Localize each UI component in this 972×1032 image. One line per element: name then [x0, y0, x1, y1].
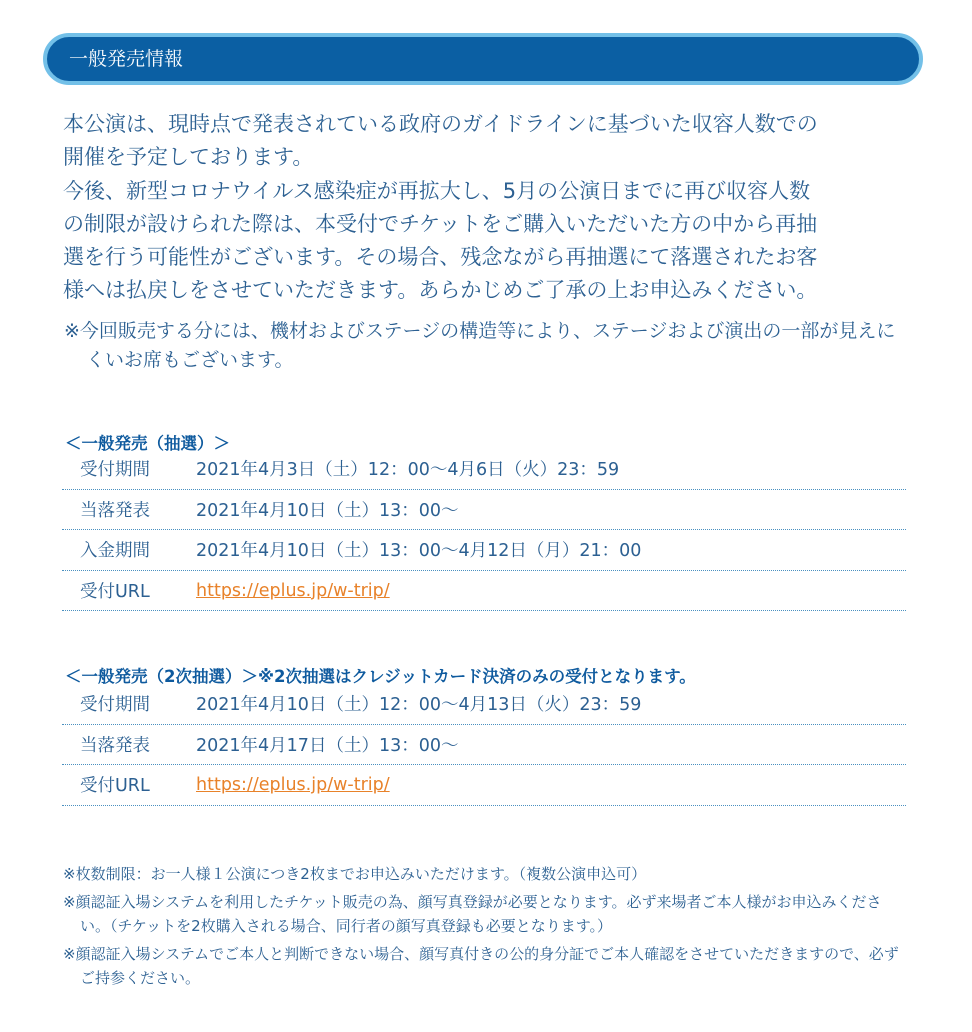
row-label: 当落発表 — [80, 735, 150, 756]
table-row — [62, 490, 906, 531]
row-value: 2021年4月17日（土）13：00〜 — [196, 735, 459, 756]
intro-line: 本公演は、現時点で発表されている政府のガイドラインに基づいた収容人数での — [63, 112, 818, 136]
table-row — [62, 684, 906, 725]
second-lottery-heading: ＜一般発売（2次抽選）＞※2次抽選はクレジットカード決済のみの受付となります。 — [65, 667, 696, 686]
lottery-url-link[interactable]: https://eplus.jp/w-trip/ — [196, 580, 390, 601]
intro-line: 今後、新型コロナウイルス感染症が再拡大し、5月の公演日までに再び収容人数 — [63, 178, 811, 203]
lottery-heading: ＜一般発売（抽選）＞ — [65, 434, 230, 453]
footnote-ticket-limit: ※枚数制限：お一人様１公演につき2枚までお申込みいただけます。（複数公演申込可） — [63, 865, 647, 883]
second-lottery-schedule-table — [62, 684, 906, 806]
footnote-face-registration: ※顔認証入場システムを利用したチケット販売の為、顔写真登録が必要となります。必ず来場者ご本人様がお申込みください。（チケットを2枚購入される場合、同行者の顔写真登録も必要となります。） — [63, 893, 882, 935]
row-value: 2021年4月10日（土）13：00〜4月12日（月）21：00 — [196, 541, 642, 562]
row-label: 受付URL — [80, 582, 150, 603]
row-label: 受付URL — [80, 776, 150, 797]
row-label: 当落発表 — [80, 500, 150, 521]
section-title: 一般発売情報 — [69, 48, 184, 70]
footnote-id-check: ※顔認証入場システムでご本人と判断できない場合、顔写真付きの公的身分証でご本人確認をさせていただきますので、必ずご持参ください。 — [63, 945, 899, 987]
row-label: 受付期間 — [80, 695, 150, 716]
intro-text — [63, 108, 913, 308]
intro-line: の制限が設けられた際は、本受付でチケットをご購入いただいた方の中から再抽 — [63, 211, 818, 236]
table-row — [62, 765, 906, 806]
intro-line: 選を行う可能性がございます。その場合、残念ながら再抽選にて落選されたお客 — [63, 245, 818, 270]
row-label: 入金期間 — [80, 541, 150, 562]
intro-line: 開催を予定しております。 — [63, 145, 314, 170]
seating-note: ※今回販売する分には、機材およびステージの構造等により、ステージおよび演出の一部が見えにくいお席もございます。 — [64, 320, 896, 371]
second-lottery-url-link[interactable]: https://eplus.jp/w-trip/ — [196, 774, 390, 795]
row-value: 2021年4月3日（土）12：00〜4月6日（火）23：59 — [196, 460, 620, 481]
table-row — [62, 530, 906, 571]
table-row — [62, 571, 906, 612]
lottery-schedule-table — [62, 449, 906, 611]
table-row — [62, 725, 906, 766]
footnotes — [63, 862, 903, 994]
row-value: 2021年4月10日（土）13：00〜 — [196, 500, 459, 521]
table-row — [62, 449, 906, 490]
section-header-bar — [43, 33, 923, 85]
row-label: 受付期間 — [80, 460, 150, 481]
row-value: 2021年4月10日（土）12：00〜4月13日（火）23：59 — [196, 695, 642, 716]
intro-line: 様へは払戻しをさせていただきます。あらかじめご了承の上お申込みください。 — [63, 278, 818, 303]
